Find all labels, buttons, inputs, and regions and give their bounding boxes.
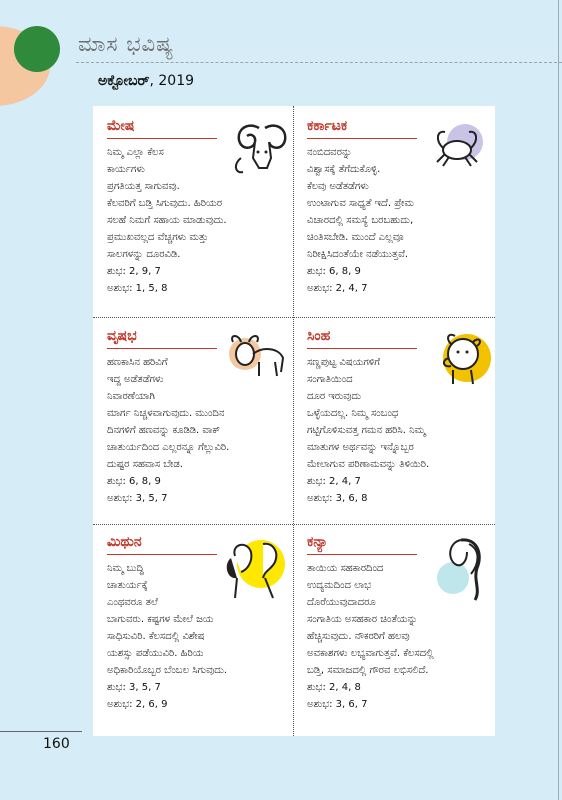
unlucky-numbers: ಅಶುಭ: 3, 5, 7	[107, 493, 168, 504]
lucky-numbers: ಶುಭ: 3, 5, 7	[107, 682, 161, 693]
prediction-text	[307, 144, 414, 297]
sign-card-vrushabha	[107, 328, 292, 518]
sign-card-mithuna	[107, 534, 292, 729]
sign-underline	[107, 554, 217, 555]
sign-underline	[307, 348, 417, 349]
crab-icon	[425, 120, 491, 176]
ram-icon	[229, 118, 295, 178]
month-year: , 2019	[149, 73, 195, 89]
unlucky-numbers: ಅಶುಭ: 3, 6, 7	[307, 699, 368, 710]
row-divider	[93, 317, 495, 318]
page-title: ಮಾಸ ಭವಿಷ್ಯ	[78, 32, 175, 56]
prediction-line: ಸಲಹೆ ನಿಮಗೆ ಸಹಾಯ ಮಾಡುವುದು.	[107, 215, 227, 226]
maiden-icon	[431, 534, 493, 604]
sign-underline	[107, 138, 217, 139]
prediction-text	[107, 144, 227, 297]
prediction-line: ಗಟ್ಟಿಗೊಳಿಸುವತ್ತ ಗಮನ ಹರಿಸಿ. ನಿಮ್ಮ	[307, 425, 426, 436]
prediction-line: ನಿಮ್ಮ ಬುದ್ಧಿ	[107, 563, 144, 574]
page-edge-line	[558, 0, 559, 800]
prediction-line: ದೂರ ಇರುವುದು	[307, 391, 362, 402]
prediction-line: ಹಣಕಾಸಿನ ಹರಿವಿಗೆ	[107, 357, 168, 368]
footer-divider	[0, 731, 82, 732]
sign-underline	[307, 554, 417, 555]
prediction-line: ಎಂಥವರೂ ತಲೆ	[107, 597, 158, 608]
prediction-line: ಉದ್ಯಮದಿಂದ ಲಾಭ	[307, 580, 371, 591]
prediction-text	[307, 354, 429, 507]
lucky-numbers: ಶುಭ: 2, 4, 7	[307, 476, 361, 487]
prediction-line: ಪ್ರಮುಖವಲ್ಲದ ವೆಚ್ಚಗಳು ಮತ್ತು	[107, 232, 209, 243]
sign-card-karkataka	[307, 118, 492, 308]
sign-name: ಸಿಂಹ	[307, 328, 331, 344]
prediction-line: ದುಷ್ಟರ ಸಹವಾಸ ಬೇಡ.	[107, 459, 183, 470]
unlucky-numbers: ಅಶುಭ: 1, 5, 8	[107, 283, 168, 294]
month-name: ಅಕ್ಟೋಬರ್	[98, 73, 150, 89]
lucky-numbers: ಶುಭ: 2, 9, 7	[107, 266, 161, 277]
prediction-line: ಹೆಚ್ಚಿಸುವುದು. ನೌಕರರಿಗೆ ಹಲವು	[307, 631, 410, 642]
prediction-line: ಪ್ರಗತಿಯತ್ತ ಸಾಗುವವು.	[107, 181, 180, 192]
sign-underline	[307, 138, 417, 139]
sign-underline	[107, 348, 217, 349]
unlucky-numbers: ಅಶುಭ: 2, 6, 9	[107, 699, 168, 710]
prediction-line: ಒಳ್ಳೆಯದಲ್ಲ. ನಿಮ್ಮ ಸಂಬಂಧ	[307, 408, 399, 419]
prediction-line: ಯಶಸ್ಸು ಪಡೆಯುವಿರಿ. ಹಿರಿಯ	[107, 648, 204, 659]
prediction-line: ನಂಬಿದವರನ್ನು	[307, 147, 352, 158]
prediction-line: ಬಾಗುವರು. ಕಷ್ಟಗಳ ಮೇಲೆ ಜಯ	[107, 614, 214, 625]
prediction-line: ಮೇಲಾಗುವ ಪರಿಣಾಮವನ್ನು ತಿಳಿಯಿರಿ.	[307, 459, 430, 470]
prediction-line: ನಿಮ್ಮ ಎಲ್ಲಾ ಕೆಲಸ	[107, 147, 164, 158]
header-divider	[76, 62, 562, 63]
lucky-numbers: ಶುಭ: 2, 4, 8	[307, 682, 361, 693]
prediction-line: ಮಾರ್ಗ ನಿಚ್ಚಳವಾಗುವುದು. ಮುಂದಿನ	[107, 408, 225, 419]
page-number: 160	[43, 736, 70, 752]
sign-card-simha	[307, 328, 492, 518]
prediction-line: ಅವಕಾಶಗಳು ಲಭ್ಯವಾಗುತ್ತವೆ. ಕೆಲಸದಲ್ಲಿ	[307, 648, 434, 659]
decorative-circle-green	[14, 26, 60, 72]
horoscope-grid	[93, 106, 495, 736]
prediction-text	[307, 560, 434, 713]
sign-card-kanya	[307, 534, 492, 729]
prediction-line: ಉಂಟಾಗುವ ಸಾಧ್ಯತೆ ಇದೆ. ಪ್ರೇಮ	[307, 198, 414, 209]
sign-name: ಕರ್ಕಾಟಕ	[307, 118, 348, 134]
lion-icon	[423, 328, 493, 388]
prediction-line: ವಿಚಾರದಲ್ಲಿ ಸಮಸ್ಯೆ ಬರಬಹುದು,	[307, 215, 414, 226]
prediction-line: ಸಣ್ಣಪುಟ್ಟ ವಿಷಯಗಳಿಗೆ	[307, 357, 381, 368]
month-heading	[98, 73, 194, 89]
bull-icon	[219, 332, 291, 382]
prediction-line: ಅಧಿಕಾರಿಯೊಬ್ಬರ ಬೆಂಬಲ ಸಿಗುವುದು.	[107, 665, 228, 676]
prediction-line: ವಿಶ್ವಾಸಕ್ಕೆ ತೆಗೆದುಕೊಳ್ಳಿ.	[307, 164, 381, 175]
sign-name: ಮಿಥುನ	[107, 534, 142, 550]
prediction-line: ಸಾಧಿಸುವಿರಿ. ಕೆಲಸದಲ್ಲಿ ವಿಶೇಷ	[107, 631, 205, 642]
prediction-line: ಸಂಗಾತಿಯ ಅಸಹಕಾರ ಚಿಂತೆಯನ್ನು	[307, 614, 418, 625]
prediction-line: ದೊರೆಯುವುದಾದರೂ	[307, 597, 376, 608]
prediction-line: ಚಿಂತಿಸಬೇಡಿ. ಮುಂದೆ ಎಲ್ಲವೂ	[307, 232, 404, 243]
prediction-text	[107, 560, 227, 713]
prediction-line: ಕೆಲವರಿಗೆ ಬಡ್ತಿ ಸಿಗುವುದು. ಹಿರಿಯರ	[107, 198, 223, 209]
column-divider	[293, 106, 294, 736]
unlucky-numbers: ಅಶುಭ: 2, 4, 7	[307, 283, 368, 294]
prediction-line: ಚಾತುರ್ಯಕ್ಕೆ	[107, 580, 148, 591]
prediction-line: ಸಾಲಗಳನ್ನು ದೂರವಿಡಿ.	[107, 249, 181, 260]
sign-name: ಕನ್ಯಾ	[307, 534, 328, 550]
sign-name: ಮೇಷ	[107, 118, 135, 134]
prediction-line: ಬಡ್ತಿ, ಸಮಾಜದಲ್ಲಿ ಗೌರವ ಲಭಿಸಲಿದೆ.	[307, 665, 429, 676]
sign-card-mesha	[107, 118, 292, 308]
sign-name: ವೃಷಭ	[107, 328, 137, 344]
prediction-text	[107, 354, 229, 507]
row-divider	[93, 524, 495, 525]
prediction-line: ನಿರೀಕ್ಷಿಸಿದಂತೆಯೇ ನಡೆಯುತ್ತವೆ.	[307, 249, 409, 260]
unlucky-numbers: ಅಶುಭ: 3, 6, 8	[307, 493, 368, 504]
prediction-line: ಮಾತುಗಳ ಅರ್ಥವನ್ನು ಇನ್ನೊಬ್ಬರ	[307, 442, 414, 453]
prediction-line: ಚಾತುರ್ಯದಿಂದ ಎಲ್ಲರನ್ನೂ ಗೆಲ್ಲುವಿರಿ.	[107, 442, 230, 453]
lucky-numbers: ಶುಭ: 6, 8, 9	[107, 476, 161, 487]
prediction-line: ಇದ್ದ ಅಡೆತಡೆಗಳು	[107, 374, 164, 385]
prediction-line: ಕಾರ್ಯಗಳು	[107, 164, 145, 175]
prediction-line: ಕೆಲವು ಅಡೆತಡೆಗಳು	[307, 181, 369, 192]
prediction-line: ಸಂಗಾತಿಯಿಂದ	[307, 374, 353, 385]
lucky-numbers: ಶುಭ: 6, 8, 9	[307, 266, 361, 277]
prediction-line: ತಾಯಿಯ ಸಹಕಾರದಿಂದ	[307, 563, 384, 574]
prediction-line: ದಿನಗಳಿಗೆ ಹಣವನ್ನು ಕೂಡಿಡಿ. ವಾಕ್	[107, 425, 221, 436]
prediction-line: ನಿವಾರಣೆಯಾಗಿ	[107, 391, 155, 402]
